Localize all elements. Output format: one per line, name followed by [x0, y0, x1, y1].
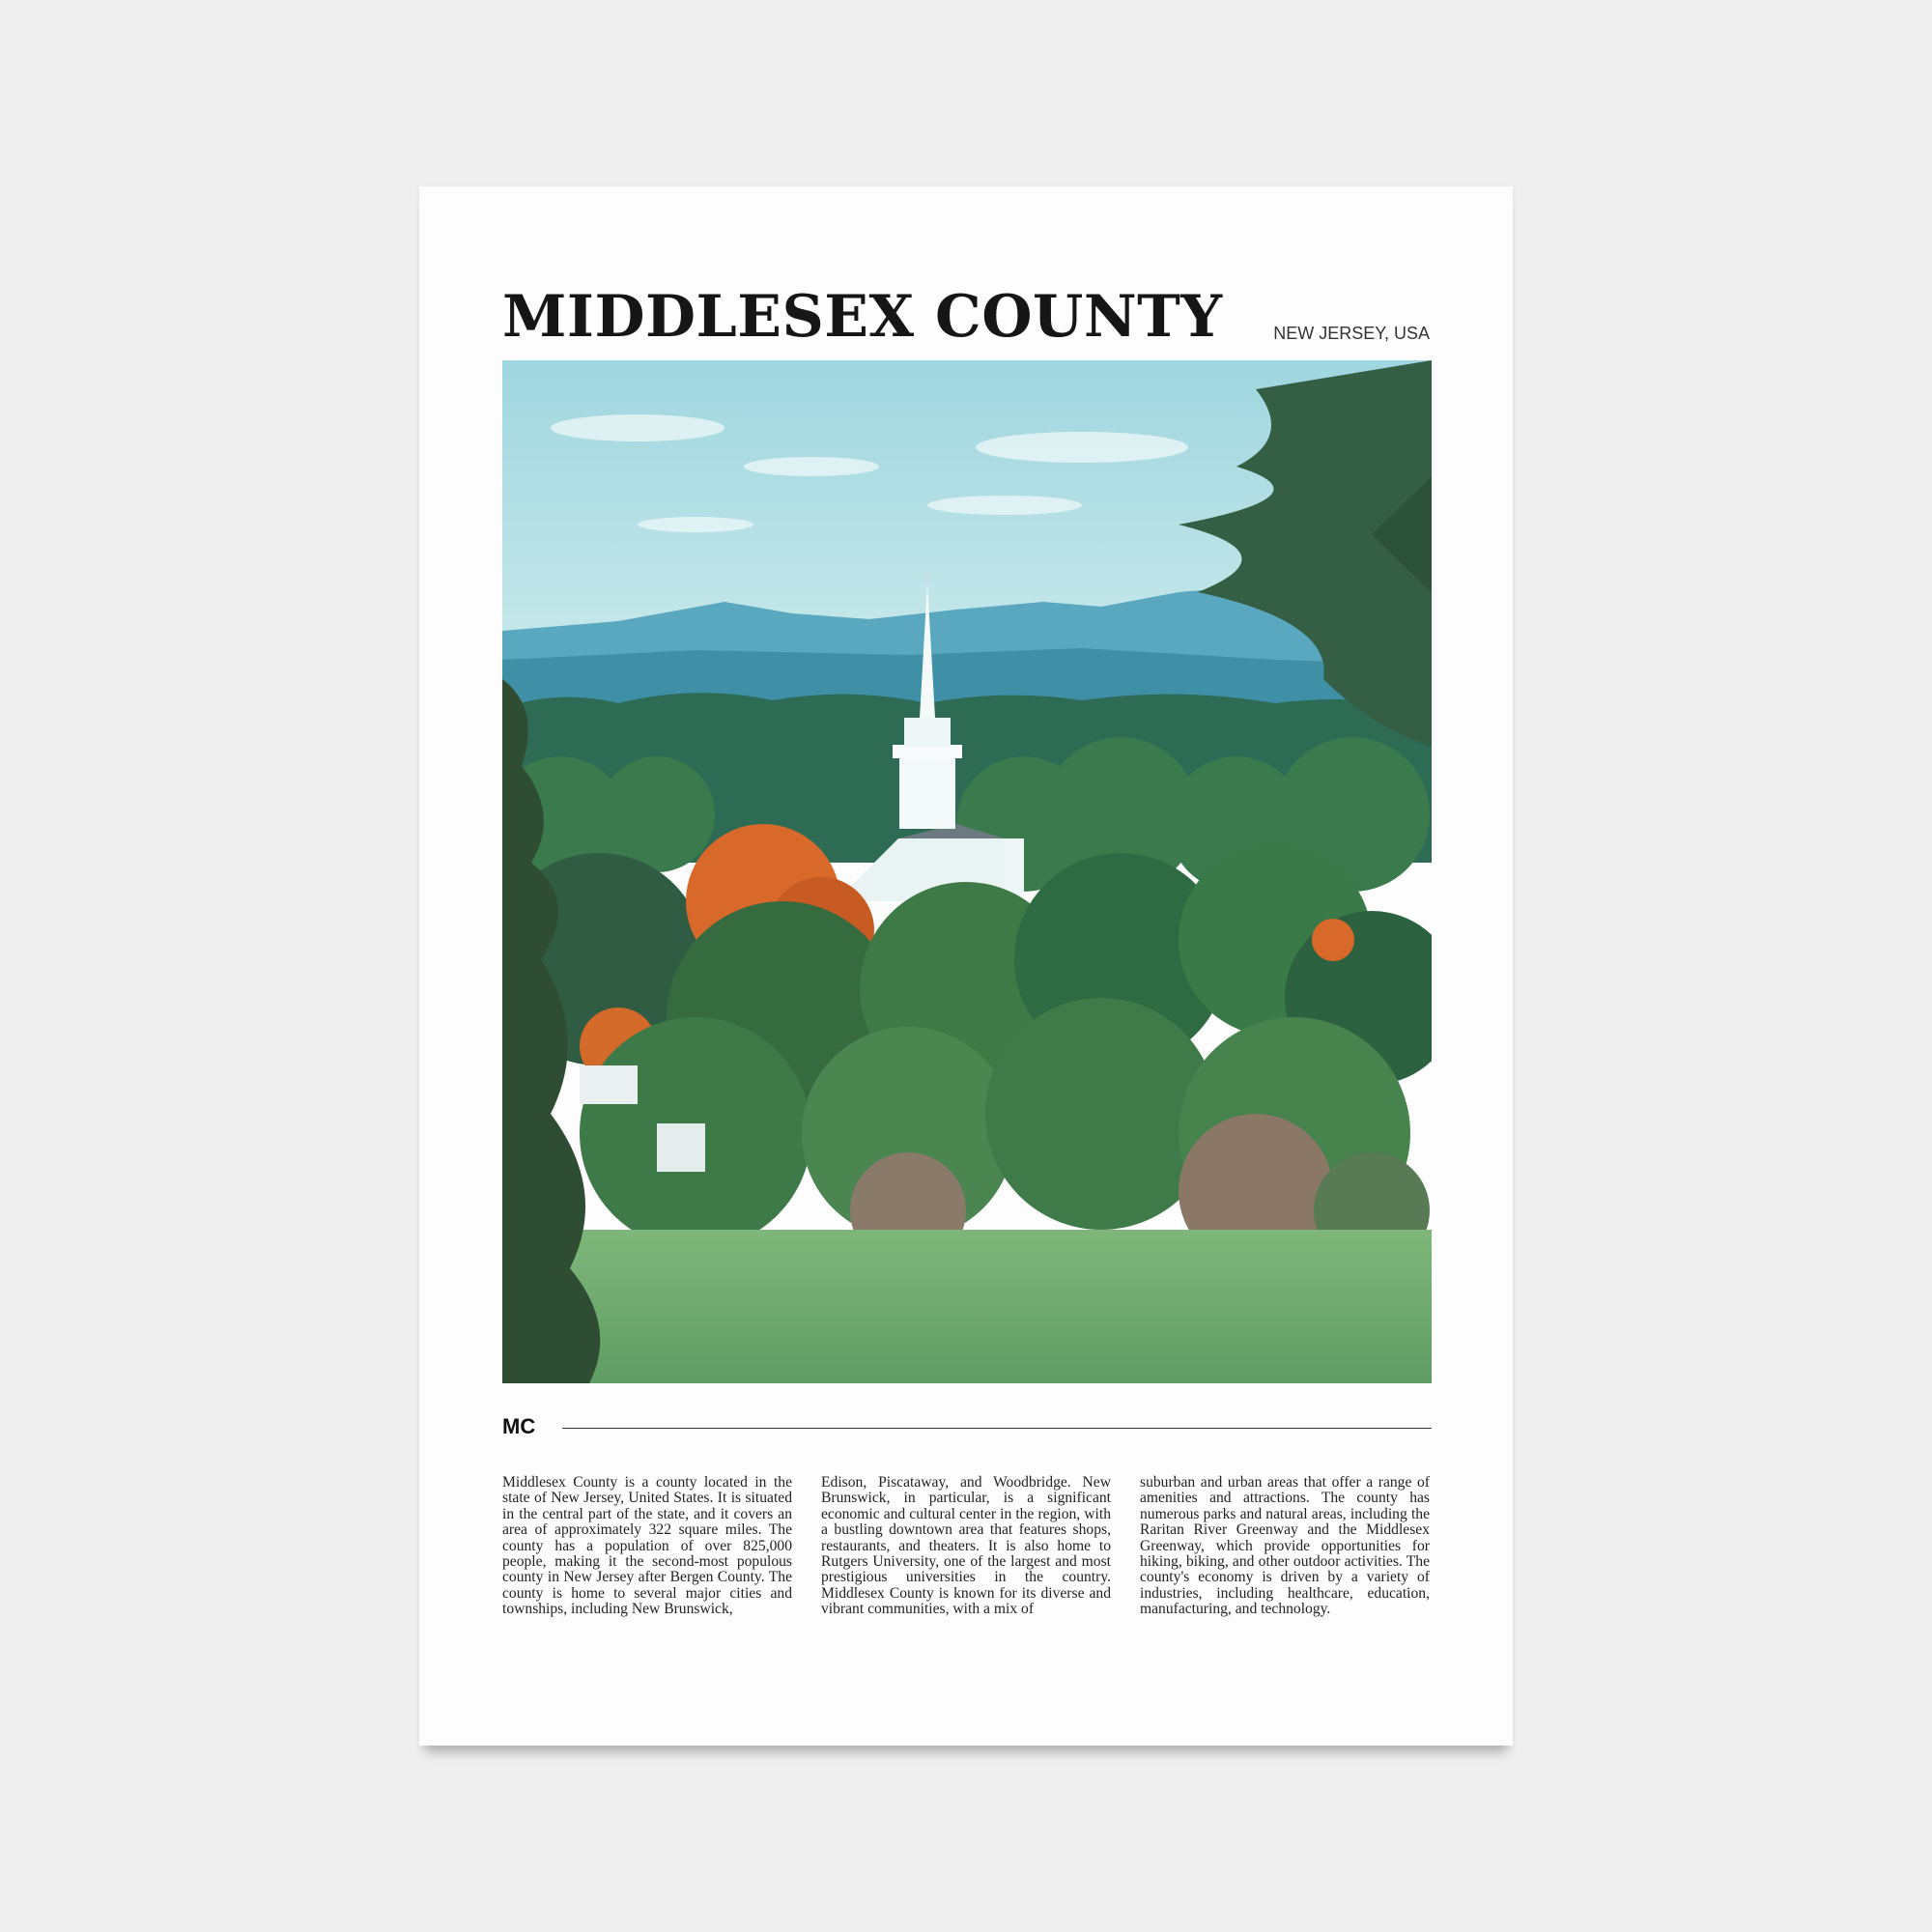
poster-title: MIDDLESEX COUNTY [502, 283, 1223, 351]
poster-subtitle: NEW JERSEY, USA [1273, 324, 1430, 343]
body-column-1: Middlesex County is a county located in the state of New Jersey, United States. It is situated in the central part of the state, and it covers an area of approximately 322 square miles. The county has a population of over 825,000 people, making it the second-most populous county in New Jersey after Bergen County. The county is home to several major cities and townships, including New Brunswick, [502, 1474, 792, 1618]
landscape-photo [502, 360, 1432, 1383]
meadow [502, 1230, 1432, 1383]
divider-line [562, 1428, 1432, 1429]
poster [419, 186, 1513, 1746]
foliage [502, 824, 1432, 1268]
body-column-3: suburban and urban areas that offer a range of amenities and attractions. The county has numerous parks and natural areas, including the Raritan River Greenway and the Middlesex Greenway, which provide opportunities for hiking, biking, and other outdoor activities. The county's economy is driven by a variety of industries, including healthcare, education, manufacturing, and technology. [1140, 1474, 1430, 1618]
poster-abbreviation: MC [502, 1414, 536, 1438]
body-column-2: Edison, Piscataway, and Woodbridge. New Brunswick, in particular, is a significant economic and cultural center in the region, with a bustling downtown area that features shops, restaurants, and theaters. It is also home to Rutgers University, one of the largest and most prestigious universities in the country. Middlesex County is known for its diverse and vibrant communities, with a mix of [821, 1474, 1111, 1618]
